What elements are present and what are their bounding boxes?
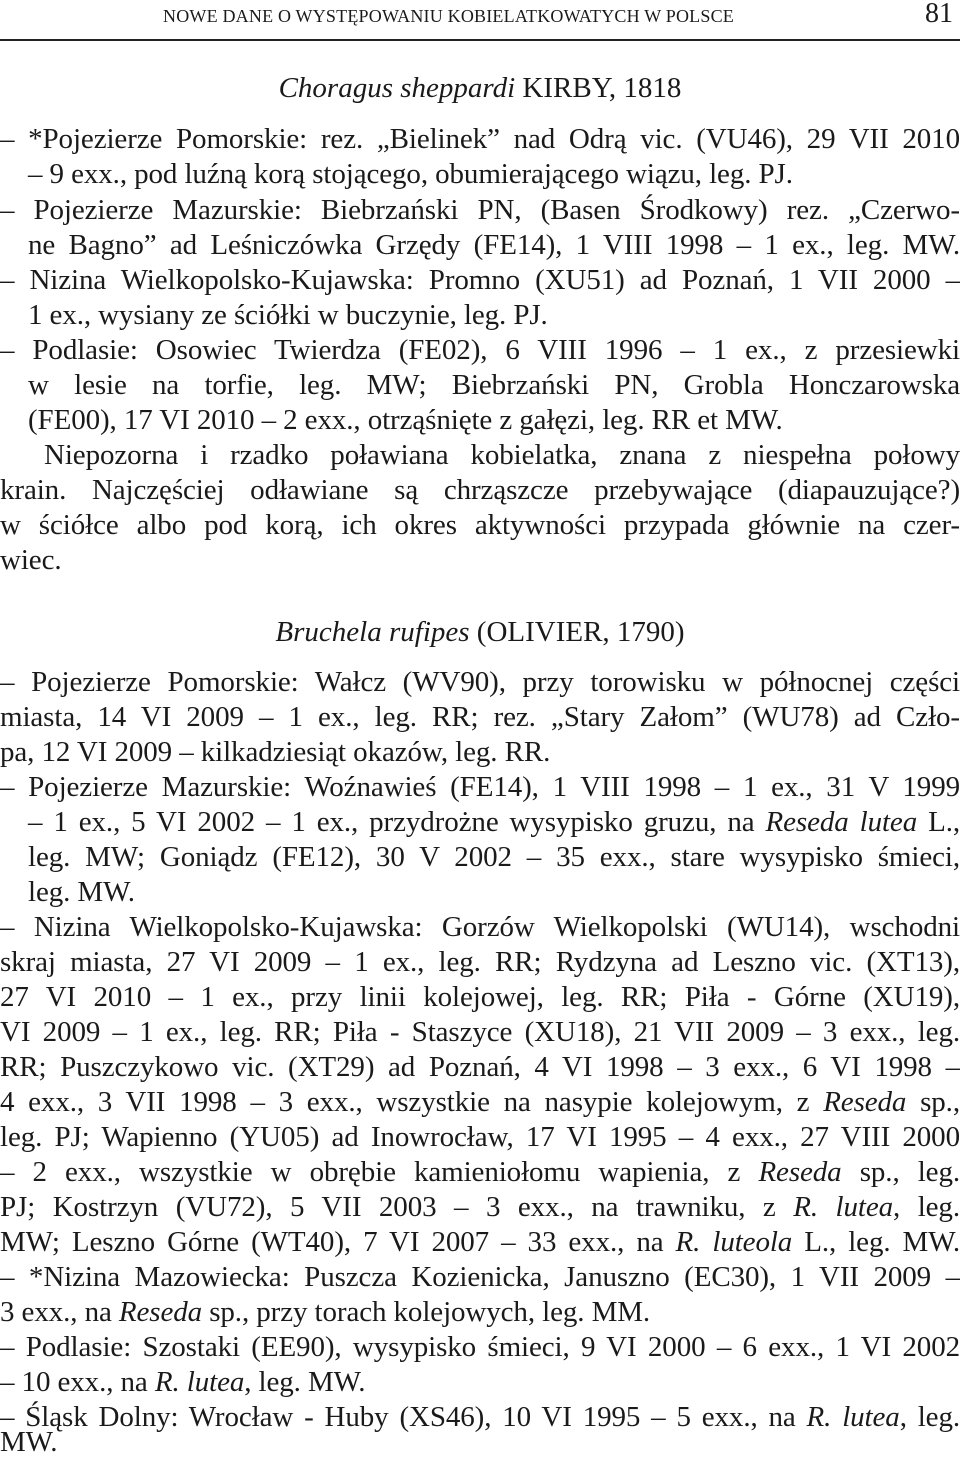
text-line: RR; Puszczykowo vic. (XT29) ad Poznań, 4 VI 1998 – 3 exx., 6 VI 1998 – (0, 1051, 960, 1083)
text-line: wiec. (0, 544, 62, 576)
text-line: w lesie na torfie, leg. MW; Biebrzański PN, Grobla Honczarowska (28, 369, 960, 401)
text-line: – Podlasie: Osowiec Twierdza (FE02), 6 VIII 1996 – 1 ex., z przesiewki (0, 334, 960, 366)
page-number: 81 (925, 0, 953, 29)
text-line: – Śląsk Dolny: Wrocław - Huby (XS46), 10 VI 1995 – 5 exx., na R. lutea, leg. (0, 1401, 960, 1433)
text-line: miasta, 14 VI 2009 – 1 ex., leg. RR; rez. „Stary Załom” (WU78) ad Czło- (0, 701, 960, 733)
species-name: Bruchela rufipes (275, 616, 470, 648)
text-line: 1 ex., wysiany ze ściółki w buczynie, leg. PJ. (28, 299, 548, 331)
text-line: leg. MW. (28, 876, 135, 908)
species-name: Choragus sheppardi (278, 72, 516, 104)
text-line: MW; Leszno Górne (WT40), 7 VI 2007 – 33 exx., na R. luteola L., leg. MW. (0, 1226, 960, 1258)
text-line: – Pojezierze Mazurskie: Biebrzański PN, (Basen Środkowy) rez. „Czerwo- (0, 194, 960, 226)
text-line: – Podlasie: Szostaki (EE90), wysypisko śmieci, 9 VI 2000 – 6 exx., 1 VI 2002 (0, 1331, 960, 1363)
text-line: skraj miasta, 27 VI 2009 – 1 ex., leg. RR; Rydzyna ad Leszno vic. (XT13), (0, 946, 960, 978)
text-line: (FE00), 17 VI 2010 – 2 exx., otrząśnięte z gałęzi, leg. RR et MW. (28, 404, 783, 436)
text-line: ne Bagno” ad Leśniczówka Grzędy (FE14), 1 VIII 1998 – 1 ex., leg. MW. (28, 229, 960, 261)
text-line: leg. PJ; Wapienno (YU05) ad Inowrocław, 17 VI 1995 – 4 exx., 27 VIII 2000 (0, 1121, 960, 1153)
text-line: – Nizina Wielkopolsko-Kujawska: Promno (XU51) ad Poznań, 1 VII 2000 – (0, 264, 960, 296)
text-line: – Pojezierze Mazurskie: Woźnawieś (FE14), 1 VIII 1998 – 1 ex., 31 V 1999 (0, 771, 960, 803)
text-line: – *Nizina Mazowiecka: Puszcza Kozienicka, Januszno (EC30), 1 VII 2009 – (0, 1261, 960, 1293)
running-header (0, 0, 960, 40)
header-rule (0, 39, 960, 41)
text-line: – 10 exx., na R. lutea, leg. MW. (0, 1366, 366, 1398)
text-line: – Pojezierze Pomorskie: Wałcz (WV90), przy torowisku w północnej części (0, 666, 960, 698)
text-line: w ściółce albo pod korą, ich okres aktywności przypada głównie na czer- (0, 509, 960, 541)
species-author: (OLIVIER, 1790) (476, 616, 685, 648)
species-heading (0, 70, 960, 106)
text-line: – 2 exx., wszystkie w obrębie kamieniołomu wapienia, z Reseda sp., leg. (0, 1156, 960, 1188)
text-line: MW. (0, 1426, 58, 1458)
text-line: 3 exx., na Reseda sp., przy torach kolejowych, leg. MM. (0, 1296, 651, 1328)
text-line: leg. MW; Goniądz (FE12), 30 V 2002 – 35 exx., stare wysypisko śmieci, (28, 841, 960, 873)
text-line: PJ; Kostrzyn (VU72), 5 VII 2003 – 3 exx., na trawniku, z R. lutea, leg. (0, 1191, 960, 1223)
running-header-title: NOWE DANE O WYSTĘPOWANIU KOBIELATKOWATYCH W POLSCE (163, 6, 734, 26)
text-line: 27 VI 2010 – 1 ex., przy linii kolejowej, leg. RR; Piła - Górne (XU19), (0, 981, 960, 1013)
text-line: krain. Najczęściej odławiane są chrząszcze przebywające (diapauzujące?) (0, 474, 960, 506)
text-line: 4 exx., 3 VII 1998 – 3 exx., wszystkie na nasypie kolejowym, z Reseda sp., (0, 1086, 960, 1118)
text-line: – Nizina Wielkopolsko-Kujawska: Gorzów Wielkopolski (WU14), wschodni (0, 911, 960, 943)
text-line: – 9 exx., pod luźną korą stojącego, obumierającego wiązu, leg. PJ. (28, 158, 793, 190)
text-line: VI 2009 – 1 ex., leg. RR; Piła - Staszyce (XU18), 21 VII 2009 – 3 exx., leg. (0, 1016, 960, 1048)
text-line: – 1 ex., 5 VI 2002 – 1 ex., przydrożne wysypisko gruzu, na Reseda lutea L., (28, 806, 960, 838)
text-line: pa, 12 VI 2009 – kilkadziesiąt okazów, leg. RR. (0, 736, 551, 768)
text-line: – *Pojezierze Pomorskie: rez. „Bielinek” nad Odrą vic. (VU46), 29 VII 2010 (0, 123, 960, 155)
species-heading (0, 614, 960, 650)
species-author: KIRBY, 1818 (522, 72, 682, 104)
text-line: Niepozorna i rzadko poławiana kobielatka, znana z niespełna połowy (44, 439, 960, 471)
